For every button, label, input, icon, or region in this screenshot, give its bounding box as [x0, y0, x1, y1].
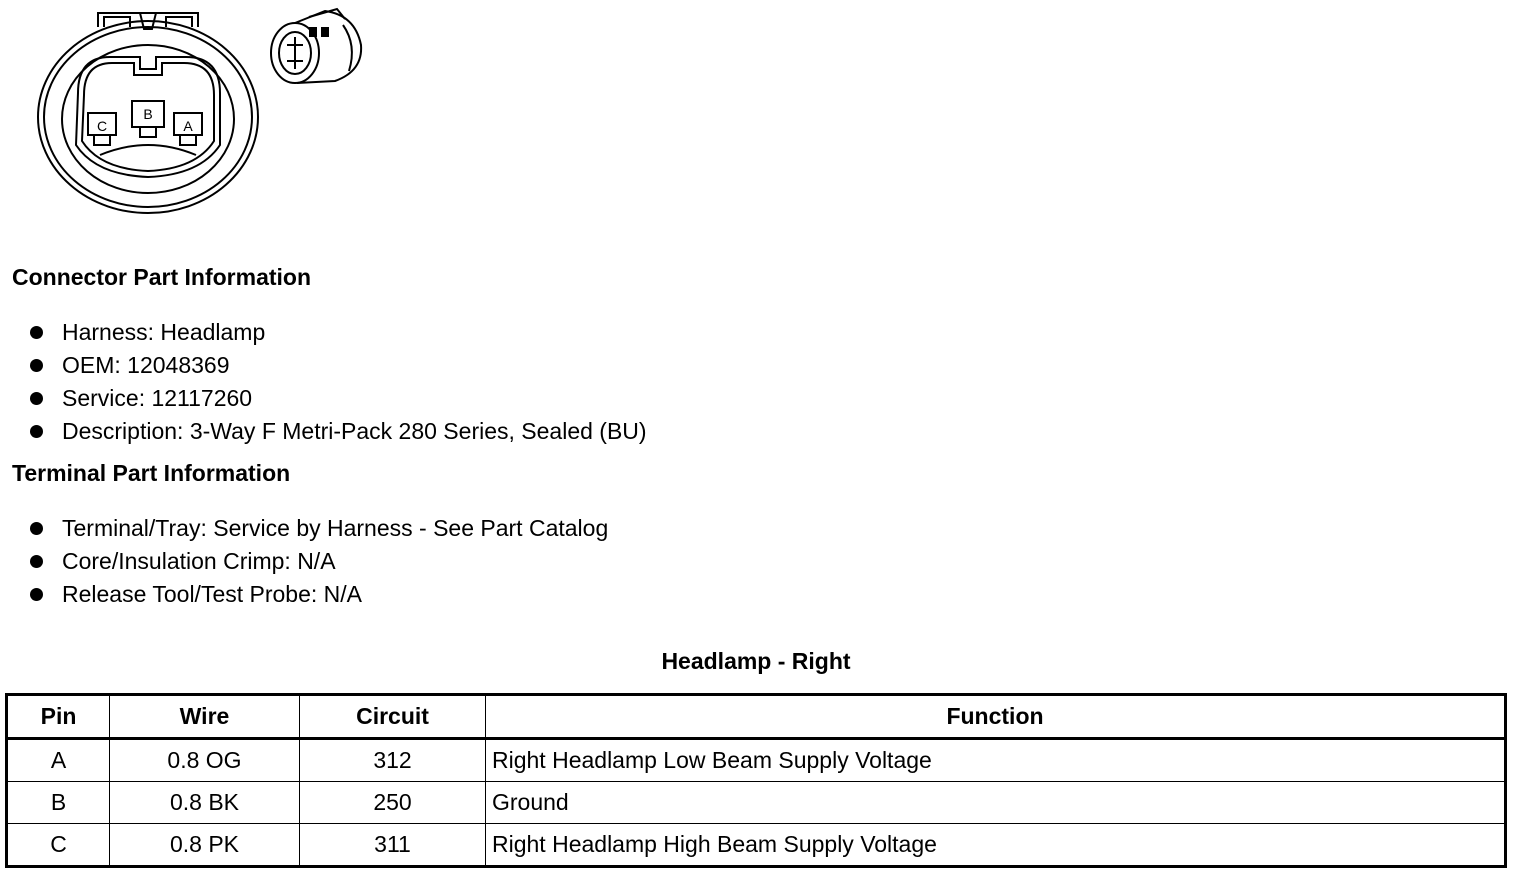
cell-wire: 0.8 BK [110, 782, 300, 824]
bullet-icon [30, 326, 43, 339]
bullet-icon [30, 425, 43, 438]
list-item-text: Core/Insulation Crimp: N/A [62, 548, 336, 574]
list-item [30, 382, 647, 415]
list-item [30, 545, 608, 578]
pinout-table [5, 693, 1507, 868]
cell-circuit: 311 [300, 824, 486, 867]
connector-thumbnail [265, 5, 370, 90]
bullet-icon [30, 588, 43, 601]
list-item-text: Description: 3-Way F Metri-Pack 280 Series, Sealed (BU) [62, 418, 647, 444]
header-pin: Pin [7, 695, 110, 739]
terminal-info-heading: Terminal Part Information [12, 460, 291, 486]
connector-info-heading: Connector Part Information [12, 264, 312, 290]
bullet-icon [30, 555, 43, 568]
terminal-info-list [30, 512, 608, 611]
table-row [7, 739, 1506, 782]
bullet-icon [30, 522, 43, 535]
list-item-text: Harness: Headlamp [62, 319, 266, 345]
pin-label-b: B [143, 106, 153, 122]
cell-pin: A [7, 739, 110, 782]
list-item-text: Service: 12117260 [62, 385, 253, 411]
bullet-icon [30, 359, 43, 372]
table-row [7, 782, 1506, 824]
connector-info-list [30, 316, 647, 448]
list-item [30, 415, 647, 448]
header-function: Function [486, 695, 1506, 739]
list-item [30, 349, 647, 382]
cell-function: Ground [486, 782, 1506, 824]
list-item [30, 578, 608, 611]
cell-function: Right Headlamp Low Beam Supply Voltage [486, 739, 1506, 782]
cell-wire: 0.8 OG [110, 739, 300, 782]
cell-pin: C [7, 824, 110, 867]
cell-pin: B [7, 782, 110, 824]
bullet-icon [30, 392, 43, 405]
pin-label-c: C [96, 118, 108, 134]
list-item-text: Release Tool/Test Probe: N/A [62, 581, 363, 607]
cell-circuit: 312 [300, 739, 486, 782]
list-item-text: OEM: 12048369 [62, 352, 230, 378]
table-header-row [7, 695, 1506, 739]
list-item-text: Terminal/Tray: Service by Harness - See Part Catalog [62, 515, 609, 541]
cell-circuit: 250 [300, 782, 486, 824]
connector-face-drawing [30, 5, 265, 215]
header-wire: Wire [110, 695, 300, 739]
cell-function: Right Headlamp High Beam Supply Voltage [486, 824, 1506, 867]
pin-label-a: A [183, 118, 193, 134]
header-circuit: Circuit [300, 695, 486, 739]
table-row [7, 824, 1506, 867]
list-item [30, 316, 647, 349]
table-title: Headlamp - Right [661, 648, 851, 674]
cell-wire: 0.8 PK [110, 824, 300, 867]
list-item [30, 512, 608, 545]
